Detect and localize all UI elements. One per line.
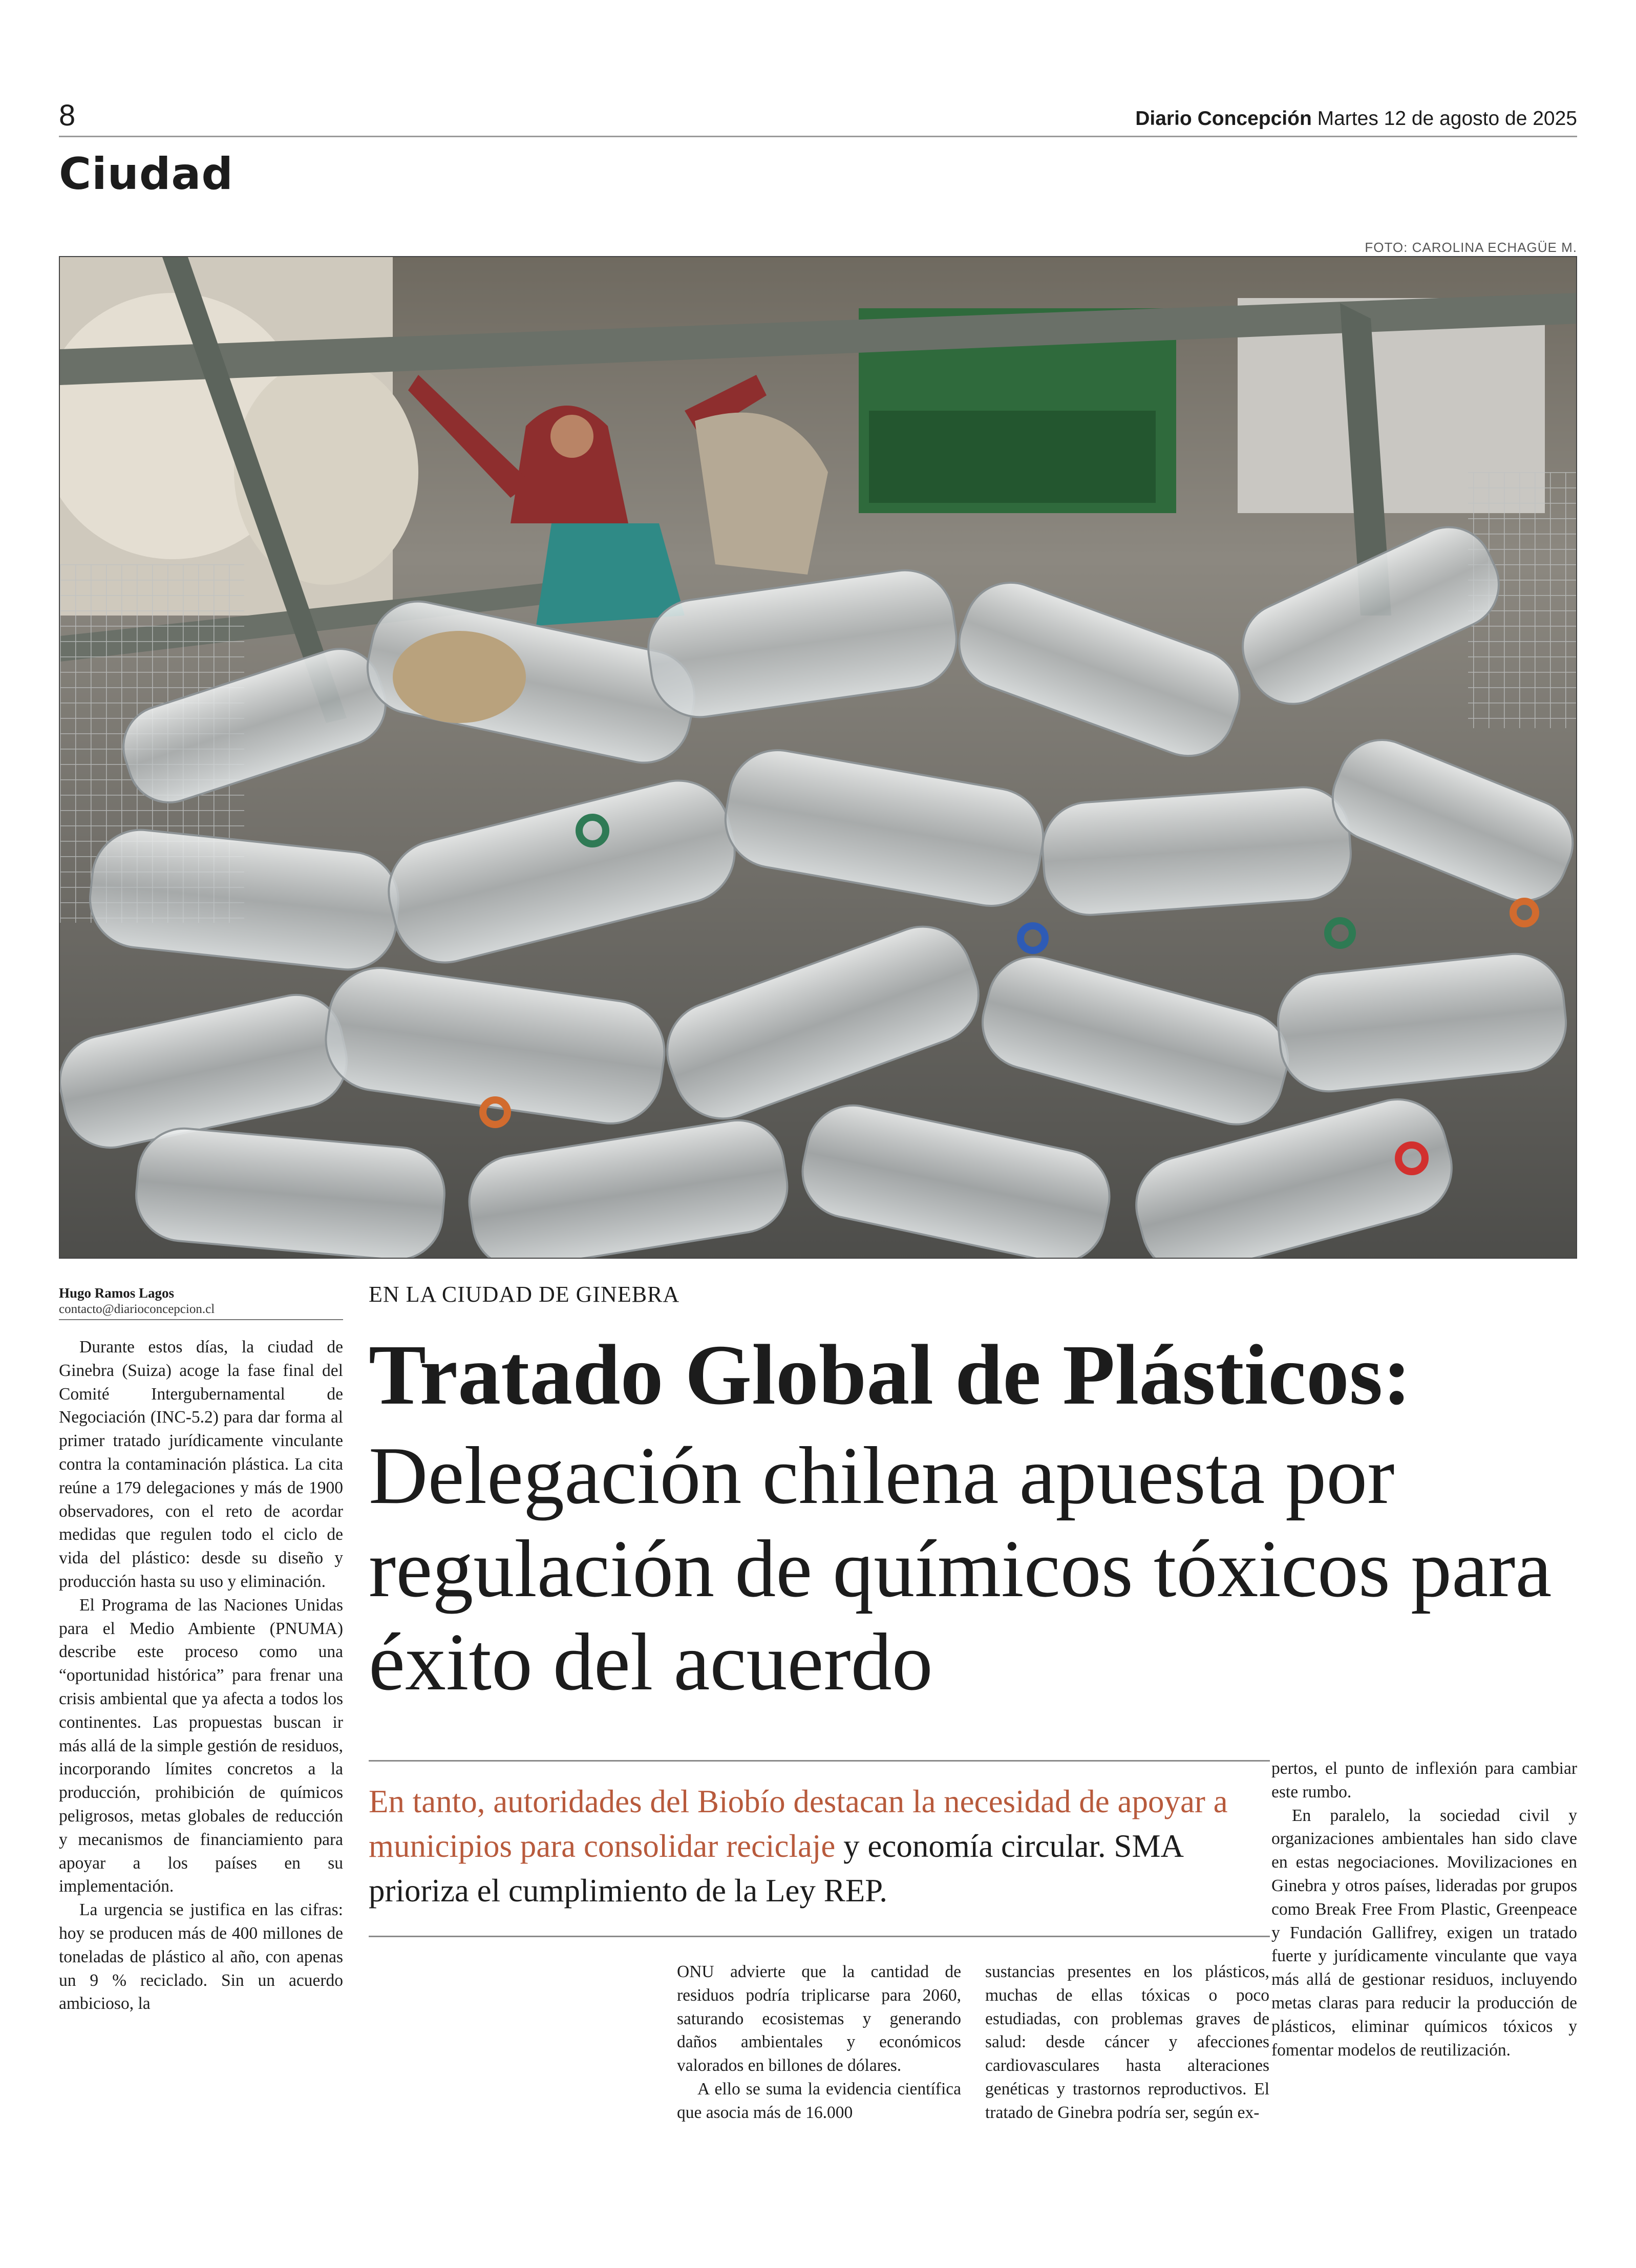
photo-credit: FOTO: CAROLINA ECHAGÜE M. bbox=[1365, 240, 1577, 255]
deck-highlight: En tanto, autoridades del Biobío destacan la necesidad de apoyar a municipios para consolidar reciclaje bbox=[369, 1784, 1228, 1864]
author-email: contacto@diarioconcepcion.cl bbox=[59, 1302, 215, 1316]
paragraph: pertos, el punto de inflexión para cambiar este rumbo. bbox=[1271, 1759, 1577, 1801]
body-column-1 bbox=[59, 1336, 343, 2016]
body-column-2 bbox=[677, 1960, 961, 2125]
deck-text: y economía circular. SMA prioriza el cumplimiento de la Ley REP. bbox=[369, 1828, 1182, 1909]
deck-rule-top bbox=[369, 1760, 1270, 1762]
newspaper-name: Diario Concepción bbox=[1135, 108, 1312, 130]
paragraph: A ello se suma la evidencia científica que asocia más de 16.000 bbox=[677, 2079, 961, 2122]
plastic-bottles-image bbox=[60, 257, 1577, 1259]
header-rule bbox=[59, 136, 1577, 137]
paragraph: ONU advierte que la cantidad de residuos podría triplicarse para 2060, saturando ecosistemas y generando daños ambientales y económicos valorados en billones de dólares. bbox=[677, 1962, 961, 2075]
section-title: Ciudad bbox=[59, 149, 233, 200]
lead-photo bbox=[59, 256, 1577, 1259]
paragraph: En paralelo, la sociedad civil y organizaciones ambientales han sido clave en estas negociaciones. Movilizaciones en Ginebra y otros países, lideradas por grupos como Break Free From Plastic, Greenpeace y Fundación Gallifrey, exigen un tratado fuerte y jurídicamente vinculante que vaya más allá de gestionar residuos, incluyendo metas claras para reducir la producción de plásticos, eliminar químicos tóxicos y fomentar modelos de reutilización. bbox=[1271, 1806, 1577, 2060]
page-number: 8 bbox=[59, 99, 76, 132]
deck bbox=[369, 1779, 1270, 1913]
paragraph: sustancias presentes en los plásticos, muchas de ellas tóxicas o poco estudiadas, con problemas graves de salud: desde cáncer y afecciones cardiovasculares hasta alteraciones genéticas y trastornos reproductivos. El tratado de Ginebra podría ser, según ex- bbox=[985, 1962, 1269, 2122]
paragraph: Durante estos días, la ciudad de Ginebra (Suiza) acoge la fase final del Comité Intergubernamental de Negociación (INC-5.2) para dar forma al primer tratado jurídicamente vinculante contra la contaminación plástica. La cita reúne a 179 delegaciones y más de 1900 observadores, con el reto de acordar medidas que regulen todo el ciclo de vida del plástico: desde su diseño y producción hasta su uso y eliminación. bbox=[59, 1338, 343, 1591]
subheadline: Delegación chilena apuesta por regulación de químicos tóxicos para éxito del acuerdo bbox=[369, 1430, 1552, 1707]
author-name: Hugo Ramos Lagos bbox=[59, 1285, 175, 1301]
body-column-3 bbox=[985, 1960, 1269, 2125]
kicker: EN LA CIUDAD DE GINEBRA bbox=[369, 1282, 680, 1307]
body-column-4 bbox=[1271, 1757, 1577, 2062]
headline: Tratado Global de Plásticos: bbox=[369, 1327, 1412, 1423]
masthead bbox=[1135, 108, 1577, 130]
paragraph: El Programa de las Naciones Unidas para el Medio Ambiente (PNUMA) describe este proceso como una “oportunidad histórica” para frenar una crisis ambiental que ya afecta a todos los continentes. Las propuestas buscan ir más allá de la simple gestión de residuos, incorporando límites concretos a la producción, prohibición de químicos peligrosos, metas globales de reducción y mecanismos de financiamiento para apoyar a los países en su implementación. bbox=[59, 1595, 343, 1896]
issue-date: Martes 12 de agosto de 2025 bbox=[1317, 108, 1577, 130]
byline-rule bbox=[59, 1319, 343, 1320]
byline bbox=[59, 1284, 343, 1317]
deck-rule-bottom bbox=[369, 1936, 1270, 1937]
paragraph: La urgencia se justifica en las cifras: hoy se producen más de 400 millones de toneladas de plástico al año, con apenas un 9 % reciclado. Sin un acuerdo ambicioso, la bbox=[59, 1900, 343, 2013]
